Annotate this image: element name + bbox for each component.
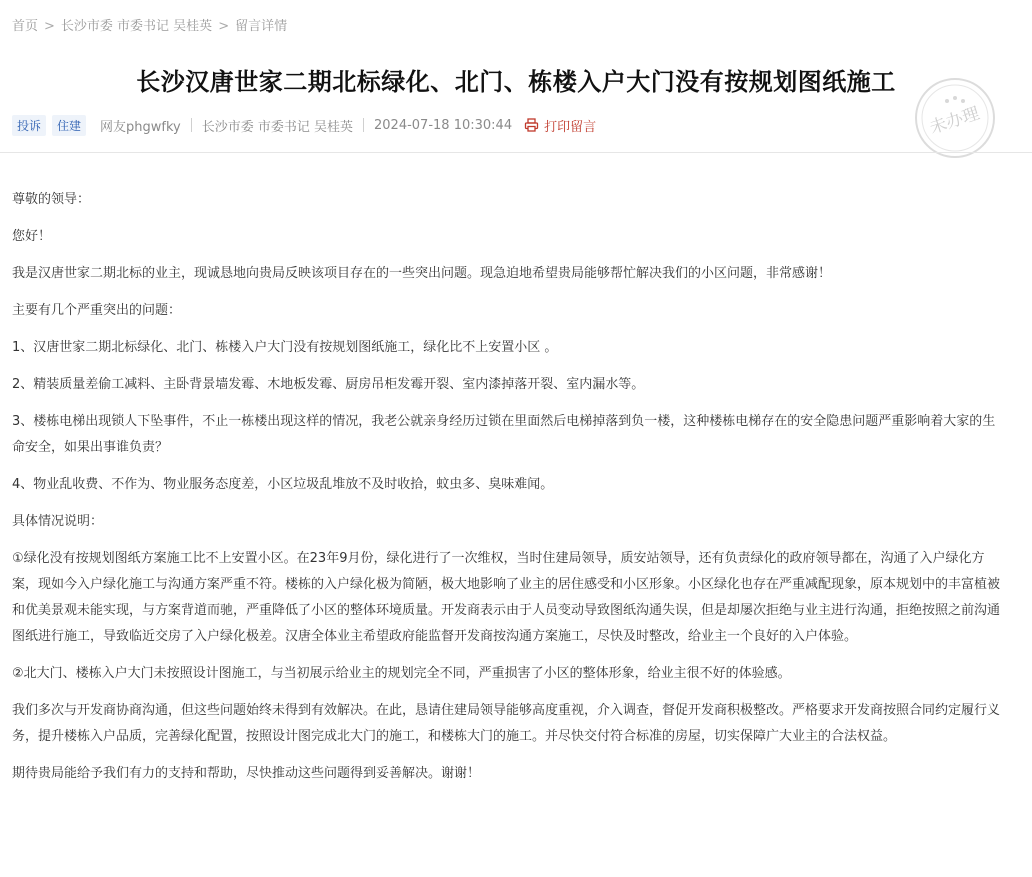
tag-housing: 住建 — [52, 115, 86, 136]
content-paragraph: 我们多次与开发商协商沟通，但这些问题始终未得到有效解决。在此，恳请住建局领导能够高度重视，介入调查，督促开发商积极整改。严格要求开发商按照合同约定履行义务，提升楼栋入户品质，完善绿化配置，按照设计图完成北大门的施工，和楼栋大门的施工。并尽快交付符合标准的房屋，切实保障广大业主的合法权益。 — [12, 703, 1001, 744]
print-message-label: 打印留言 — [544, 119, 597, 135]
content-paragraph: 2、精装质量差偷工减料、主卧背景墙发霉、木地板发霉、厨房吊柜发霉开裂、室内漆掉落开裂、室内漏水等。 — [12, 377, 645, 392]
header-divider — [0, 152, 1032, 153]
content-paragraph: 主要有几个严重突出的问题： — [12, 303, 182, 318]
meta-divider — [191, 118, 192, 132]
status-stamp-text: 未办理 — [927, 103, 983, 139]
author-name: 网友phgwfky — [100, 119, 181, 135]
breadcrumb-recipient-link[interactable]: 长沙市委 市委书记 吴桂英 — [60, 19, 213, 34]
meta-divider — [363, 118, 364, 132]
status-stamp — [913, 76, 997, 160]
breadcrumb-current: 留言详情 — [235, 19, 288, 34]
content-paragraph: 尊敬的领导： — [12, 192, 91, 207]
content-paragraph: 您好！ — [12, 229, 52, 244]
printer-icon — [524, 118, 539, 132]
recipient-name: 长沙市委 市委书记 吴桂英 — [201, 119, 354, 135]
content-paragraph: ①绿化没有按规划图纸方案施工比不上安置小区。在23年9月份，绿化进行了一次维权，当时住建局领导，质安站领导，还有负责绿化的政府领导都在，沟通了入户绿化方案，现如今入户绿化施工与沟通方案严重不符。楼栋的入户绿化极为简陋，极大地影响了业主的居住感受和小区形象。小区绿化也存在严重减配现象，原本规划中的丰富植被和优美景观未能实现，与方案背道而驰，严重降低了小区的整体环境质量。开发商表示由于人员变动导致图纸沟通失误，但是却屡次拒绝与业主进行沟通，拒绝按照之前沟通图纸进行施工，导致临近交房了入户绿化极差。汉唐全体业主希望政府能监督开发商按沟通方案施工，尽快及时整改，给业主一个良好的入户体验。 — [12, 551, 1001, 644]
message-content — [12, 187, 1008, 798]
content-paragraph: 期待贵局能给予我们有力的支持和帮助，尽快推动这些问题得到妥善解决。谢谢！ — [12, 766, 481, 781]
post-datetime: 2024-07-18 10:30:44 — [374, 117, 513, 133]
breadcrumb-separator: > — [44, 19, 55, 34]
content-paragraph: 我是汉唐世家二期北标的业主，现诚恳地向贵局反映该项目存在的一些突出问题。现急迫地希望贵局能够帮忙解决我们的小区问题，非常感谢！ — [12, 266, 832, 281]
content-paragraph: 具体情况说明： — [12, 514, 104, 529]
content-paragraph: 3、楼栋电梯出现锁人下坠事件，不止一栋楼出现这样的情况，我老公就亲身经历过锁在里面然后电梯掉落到负一楼，这种楼栋电梯存在的安全隐患问题严重影响着大家的生命安全，如果出事谁负责？ — [12, 414, 996, 455]
message-meta — [12, 114, 596, 136]
content-paragraph: 1、汉唐世家二期北标绿化、北门、栋楼入户大门没有按规划图纸施工，绿化比不上安置小区 。 — [12, 340, 558, 355]
content-paragraph: 4、物业乱收费、不作为、物业服务态度差，小区垃圾乱堆放不及时收拾，蚊虫多、臭味难闻。 — [12, 477, 554, 492]
page-title: 长沙汉唐世家二期北标绿化、北门、栋楼入户大门没有按规划图纸施工 — [136, 67, 896, 96]
tag-complaint: 投诉 — [12, 115, 46, 136]
breadcrumb-home-link[interactable]: 首页 — [12, 19, 39, 34]
breadcrumb — [12, 15, 287, 34]
print-message-button[interactable] — [524, 116, 596, 135]
breadcrumb-separator: > — [218, 19, 230, 34]
content-paragraph: ②北大门、楼栋入户大门未按照设计图施工，与当初展示给业主的规划完全不同，严重损害了小区的整体形象，给业主很不好的体验感。 — [12, 666, 791, 681]
